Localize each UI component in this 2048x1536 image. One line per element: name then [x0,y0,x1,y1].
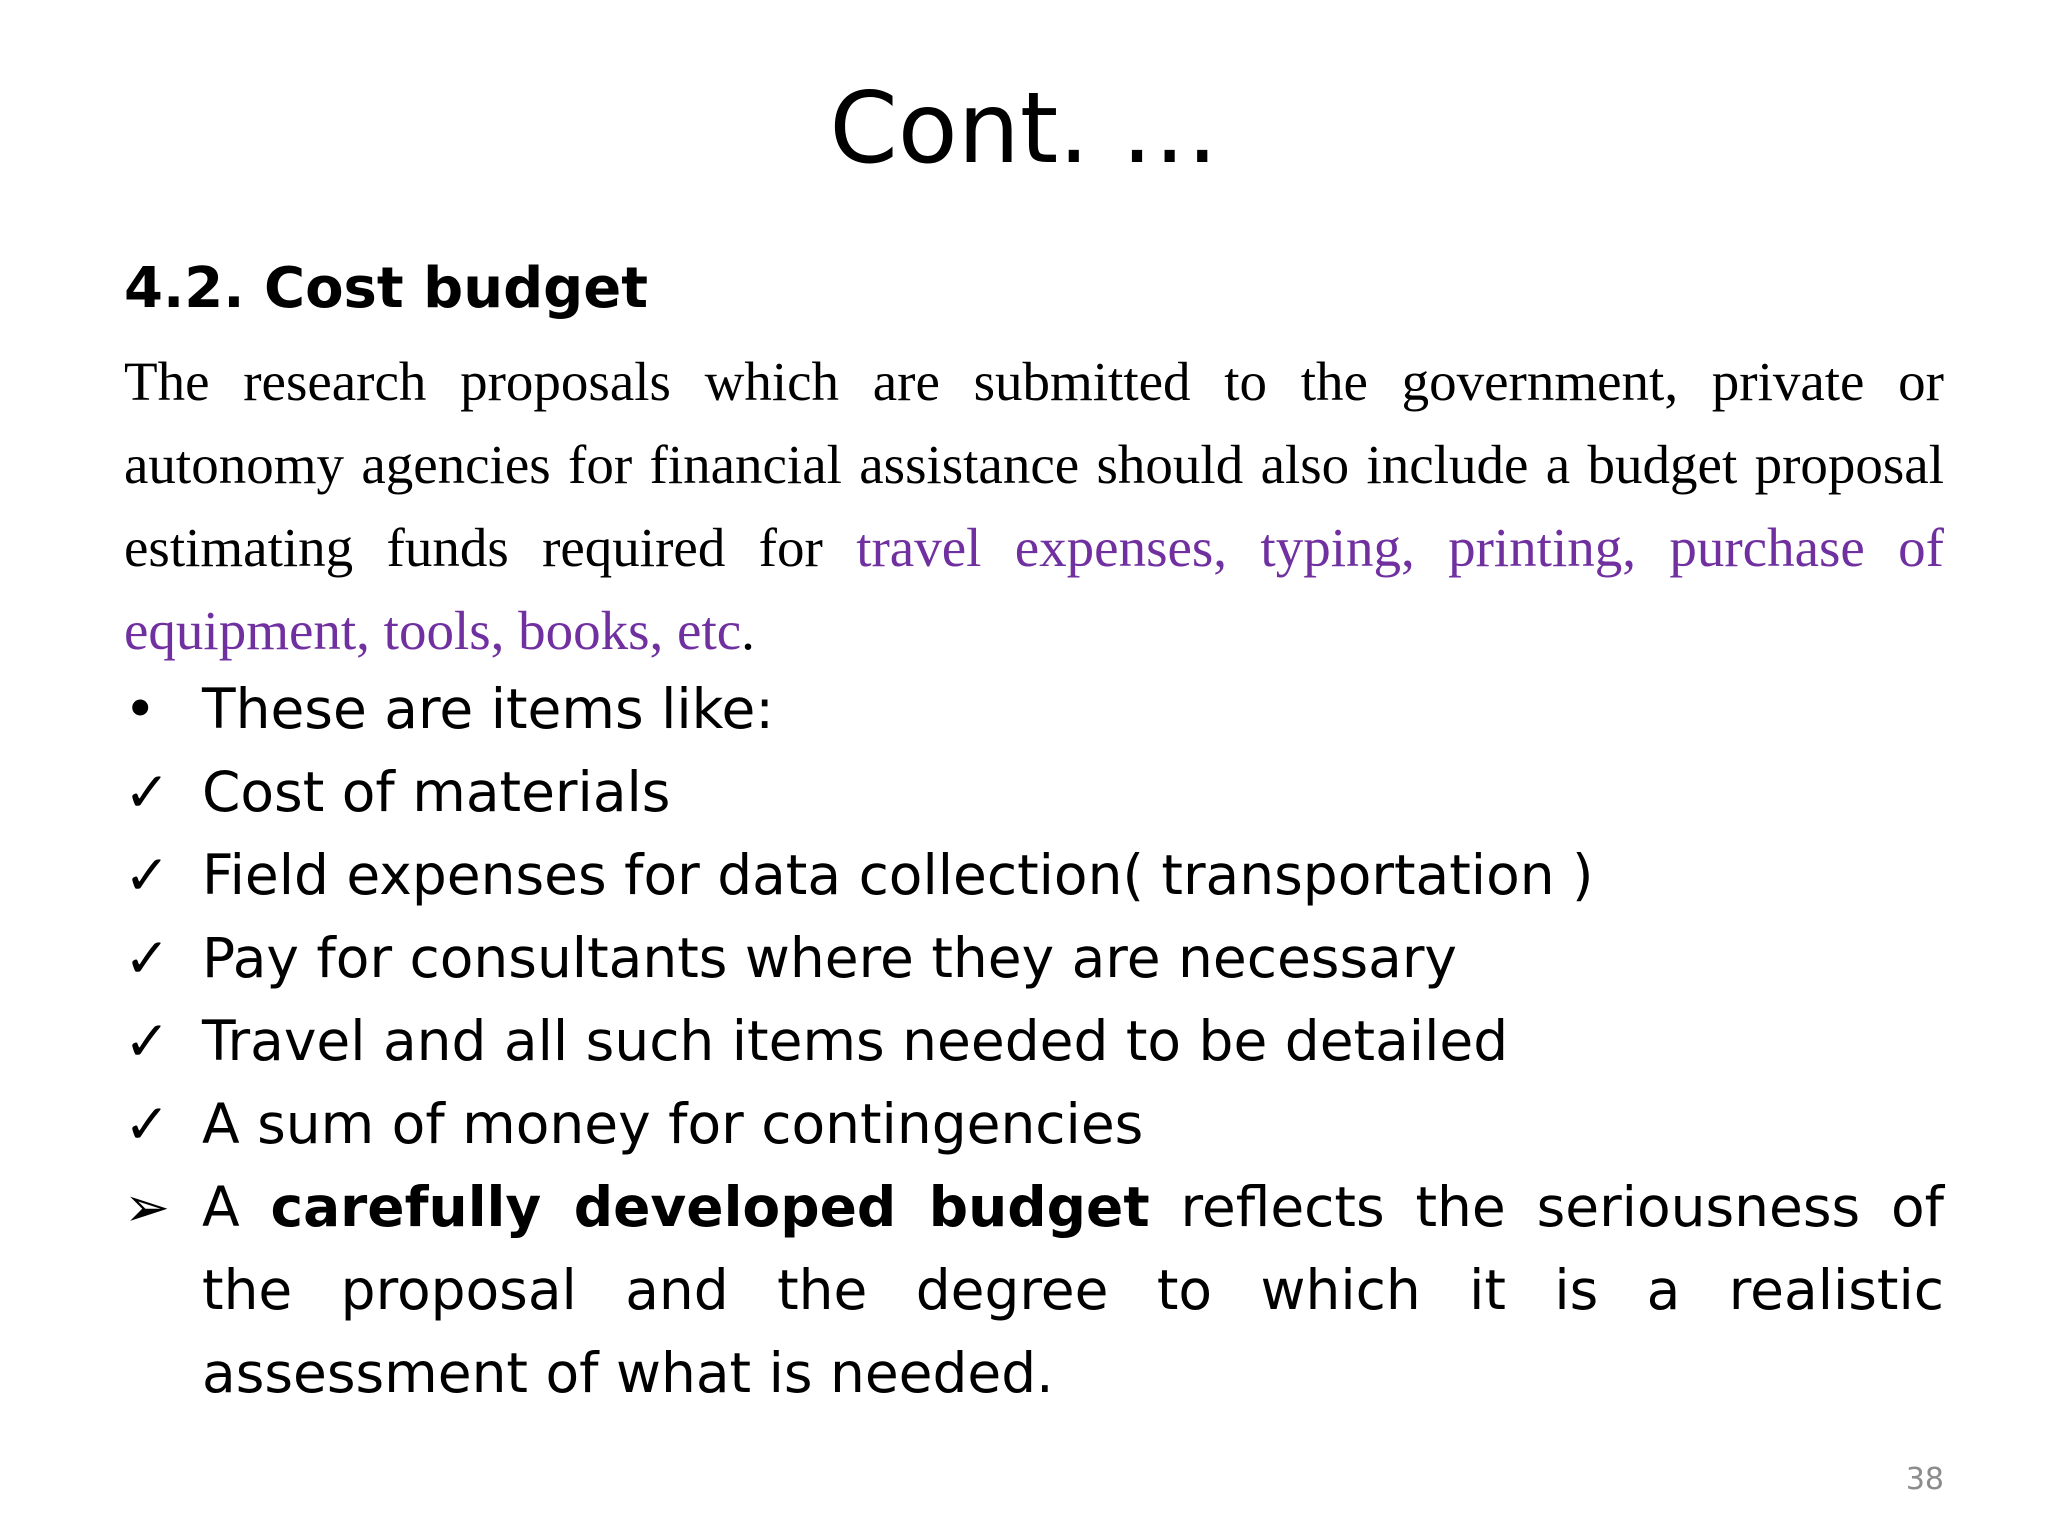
list-item-text: Pay for consultants where they are necessary [202,926,1457,990]
checkmark-icon: ✓ [124,926,171,990]
section-heading: 4.2. Cost budget [124,256,649,321]
list-item [124,917,1944,1000]
list-item [124,1000,1944,1083]
paragraph-highlight: travel expenses, typing, printing, purchase of equipment, tools, books, etc [124,517,1945,661]
bullet-icon: • [124,677,157,741]
list-item-text: Cost of materials [202,760,671,824]
list-item-text [202,1166,1944,1415]
checkmark-icon: ✓ [124,760,171,824]
arrow-text-pre: A [202,1175,271,1239]
paragraph-end: . [741,600,755,661]
list-item-text: These are items like: [202,677,774,741]
intro-paragraph [124,340,1944,672]
list-item [124,834,1944,917]
list-item [124,751,1944,834]
slide-title: Cont. … [829,72,1219,186]
list-item [124,1083,1944,1166]
checkmark-icon: ✓ [124,1009,171,1073]
list-item-text: Travel and all such items needed to be detailed [202,1009,1509,1073]
page-number: 38 [1905,1462,1944,1497]
cost-items-list [124,668,1944,1415]
checkmark-icon: ✓ [124,1092,171,1156]
paragraph-text: The research proposals which are submitted to the government, private or autonomy agencies for financial assistance should also include a budget proposal estimating funds required for [124,351,1944,578]
arrow-text-bold: carefully developed budget [270,1175,1150,1239]
list-item-text: A sum of money for contingencies [202,1092,1144,1156]
list-item-text: Field expenses for data collection( transportation ) [202,843,1594,907]
list-item-bullet [124,668,1944,751]
list-item-arrow [124,1166,1944,1415]
arrow-text-post: reflects the seriousness of the proposal and the degree to which it is a realistic assessment of what is needed. [202,1175,1944,1405]
checkmark-icon: ✓ [124,843,171,907]
arrow-bullet-icon: ➢ [124,1175,171,1239]
